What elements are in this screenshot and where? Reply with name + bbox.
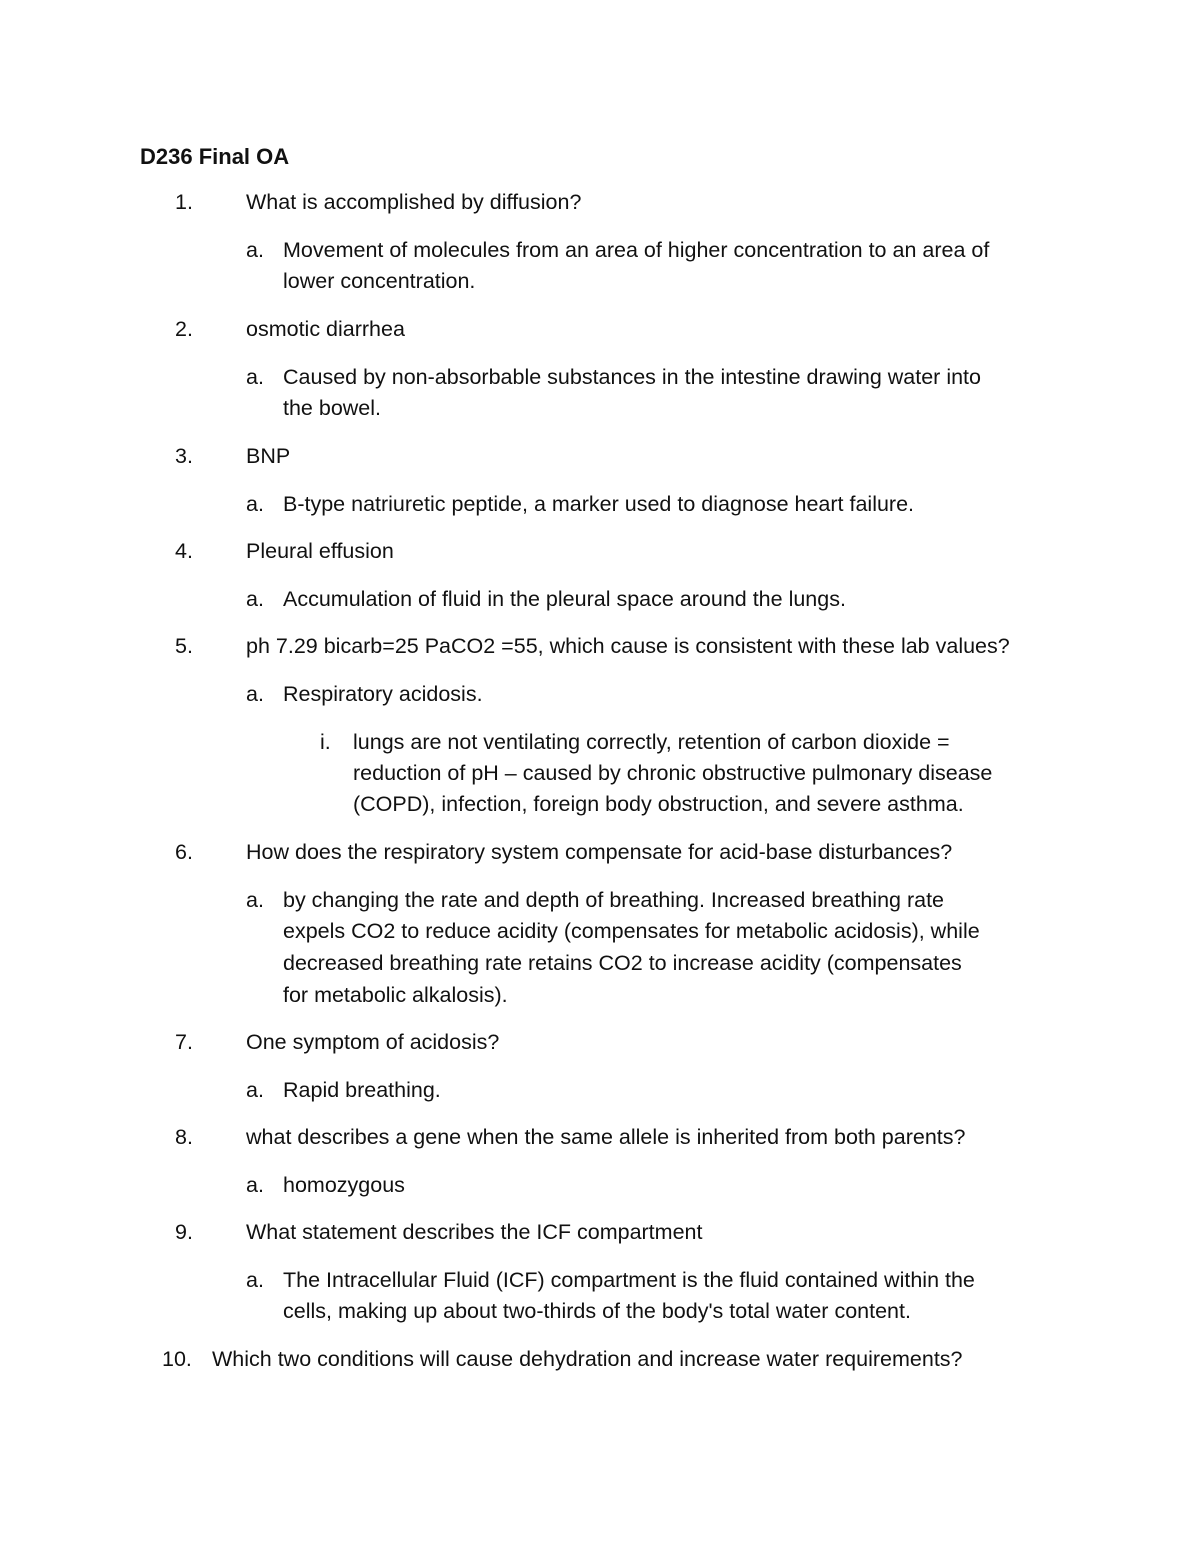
answer-line: lower concentration. [283,269,476,293]
question-text: One symptom of acidosis? [246,1030,500,1054]
question-number: 10. [162,1347,192,1371]
answer-line: for metabolic alkalosis). [283,983,508,1007]
answer-line: Respiratory acidosis. [283,682,483,706]
answer-line: decreased breathing rate retains CO2 to increase acidity (compensates [283,951,962,975]
question-number: 6. [175,840,193,864]
sub-answer-marker: i. [320,730,331,754]
sub-answer-line: (COPD), infection, foreign body obstruction, and severe asthma. [353,792,964,816]
sub-answer-line: reduction of pH – caused by chronic obstructive pulmonary disease [353,761,993,785]
question-text: How does the respiratory system compensate for acid-base disturbances? [246,840,953,864]
answer-line: Caused by non-absorbable substances in the intestine drawing water into [283,365,981,389]
answer-marker: a. [246,1078,264,1102]
answer-marker: a. [246,238,264,262]
question-text: What statement describes the ICF compartment [246,1220,703,1244]
question-text: osmotic diarrhea [246,317,405,341]
answer-line: Movement of molecules from an area of higher concentration to an area of [283,238,990,262]
answer-line: Rapid breathing. [283,1078,441,1102]
question-number: 1. [175,190,193,214]
answer-line: homozygous [283,1173,405,1197]
answer-line: Accumulation of fluid in the pleural space around the lungs. [283,587,846,611]
question-number: 5. [175,634,193,658]
answer-line: cells, making up about two-thirds of the body's total water content. [283,1299,911,1323]
question-text: Pleural effusion [246,539,394,563]
document-title: D236 Final OA [140,144,290,169]
answer-line: by changing the rate and depth of breathing. Increased breathing rate [283,888,944,912]
answer-marker: a. [246,365,264,389]
answer-marker: a. [246,1268,264,1292]
question-number: 7. [175,1030,193,1054]
question-text: Which two conditions will cause dehydration and increase water requirements? [212,1347,963,1371]
answer-marker: a. [246,492,264,516]
question-number: 9. [175,1220,193,1244]
question-number: 8. [175,1125,193,1149]
question-text: What is accomplished by diffusion? [246,190,582,214]
question-text: ph 7.29 bicarb=25 PaCO2 =55, which cause is consistent with these lab values? [246,634,1010,658]
answer-marker: a. [246,587,264,611]
answer-line: the bowel. [283,396,382,420]
answer-marker: a. [246,1173,264,1197]
answer-line: The Intracellular Fluid (ICF) compartment is the fluid contained within the [283,1268,975,1292]
answer-marker: a. [246,888,264,912]
answer-line: expels CO2 to reduce acidity (compensates for metabolic acidosis), while [283,919,980,943]
question-number: 2. [175,317,193,341]
answer-marker: a. [246,682,264,706]
answer-line: B-type natriuretic peptide, a marker used to diagnose heart failure. [283,492,915,516]
question-number: 4. [175,539,193,563]
question-text: BNP [246,444,291,468]
question-text: what describes a gene when the same allele is inherited from both parents? [246,1125,966,1149]
question-number: 3. [175,444,193,468]
sub-answer-line: lungs are not ventilating correctly, retention of carbon dioxide = [353,730,950,754]
